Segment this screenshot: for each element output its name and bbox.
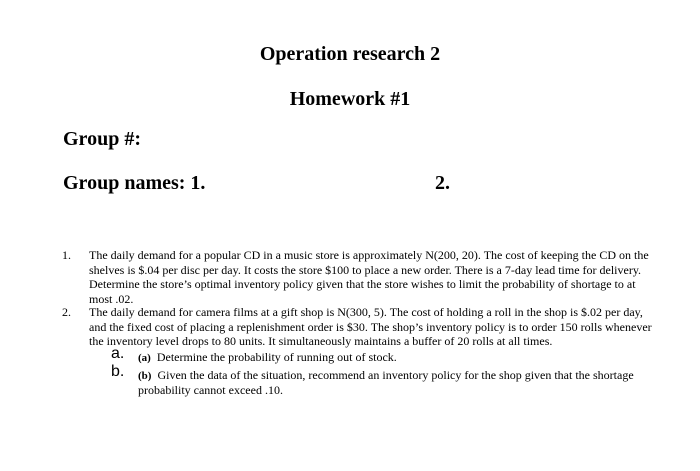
question-2-number: 2. — [62, 305, 71, 319]
question-1-text: The daily demand for a popular CD in a music store is approximately N(200, 20). The cost of keeping the CD on the shelves is $.04 per disc per day. It costs the store $100 to place a new order. There is a 7-day lead time for delivery. Determine the store’s optimal inventory policy given that the store wishes to limit the probability of shortage to at most .02. — [89, 248, 649, 306]
part-a-text-wrapper — [111, 350, 661, 365]
part-b-text: Given the data of the situation, recommend an inventory policy for the shop given that the shortage probability cannot exceed .10. — [138, 368, 634, 397]
question-2 — [62, 305, 652, 349]
part-b-letter: b. — [111, 363, 125, 380]
question-2-text: The daily demand for camera films at a gift shop is N(300, 5). The cost of holding a roll in the shop is $.02 per day, and the fixed cost of placing a replenishment order is $30. The shop’s inventory policy is to order 150 rolls whenever the inventory level drops to 80 units. It simultaneously maintains a buffer of 20 rolls at all times. — [89, 305, 652, 348]
part-b-tag: (b) — [138, 370, 152, 382]
part-a-tag: (a) — [138, 352, 151, 364]
group-member-two-number: 2. — [435, 172, 450, 194]
part-a-letter: a. — [111, 345, 125, 362]
part-b-text-wrapper — [111, 368, 666, 397]
part-a-text: Determine the probability of running out of stock. — [156, 350, 397, 364]
document-title: Operation research 2 — [259, 43, 441, 65]
question-1 — [62, 248, 652, 306]
document-subtitle: Homework #1 — [289, 88, 411, 110]
group-number-label: Group #: — [63, 128, 141, 150]
question-2-part-a — [111, 345, 661, 365]
question-1-number: 1. — [62, 248, 71, 262]
group-names-label: Group names: 1. — [63, 172, 206, 194]
question-2-part-b — [111, 363, 666, 397]
